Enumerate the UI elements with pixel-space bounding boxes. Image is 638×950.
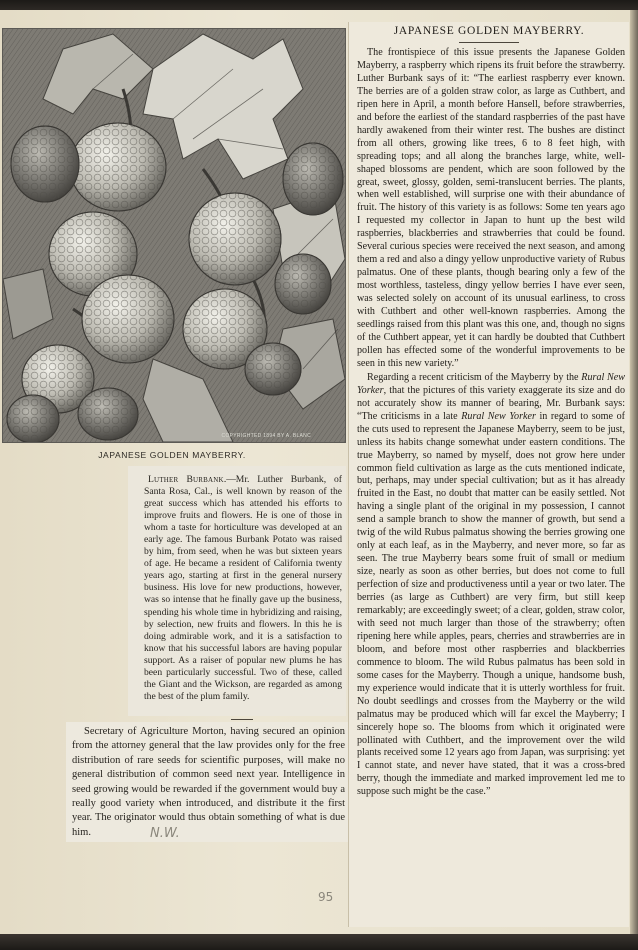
- album-binding-bottom: [0, 934, 638, 950]
- para2-text-a: Regarding a recent criticism of the Mayberry by the: [367, 371, 582, 383]
- raspberry-illustration: [3, 29, 345, 442]
- article-paragraph-2: [349, 372, 629, 799]
- title-rule: [459, 42, 519, 43]
- burbank-paragraph: [128, 466, 346, 703]
- publication-name: Rural New Yorker: [357, 371, 625, 396]
- engraving-copyright: COPYRIGHTED 1894 BY A. BLANC: [221, 433, 311, 439]
- burbank-clipping: [128, 466, 346, 716]
- article-column: [348, 22, 629, 927]
- article-paragraph-1: The frontispiece of this issue presents the Japanese Golden Mayberry, a raspberry which ripens its fruit before the strawberry. Luther Burbank says of it: “The earliest raspberry ever known. The berries are of a golden straw color, as large as Cuthbert, and ripen here in April, a month before Hansell, before strawberries, and before the earliest of the standard raspberries of the past have hardly awakened from their winter rest. The bushes are distinct from all others, growing like trees, 6 to 8 feet high, with spreading tops; and all along the branches large, white, well-shaped blossoms are pendent, which are soon followed by the great, sweet, glossy, golden, semi-translucent berries. The plants, when well established, will surprise one with their abundance of fruit. The history of this variety is as follows: Some ten years ago I requested my collector in Japan to hunt up the best wild raspberries, blackberries and strawberries that could be found. Several curious species were received the next season, and among them a red and also a dingy yellow unproductive variety of Rubus palmatus. One of these plants, though bearing only a few of the most worthless, tasteless, dingy yellow berries I have ever seen, was selected solely on account of its unusual earliness, to cross with Cuthbert and other well-known raspberries. Among the seedlings raised from this plant was this one, and, though no signs of the Cuthbert appear, yet it can hardly be doubted that Cuthbert pollen has effected some of the wonderful improvements to be seen in this new variety.”: [357, 47, 625, 369]
- page-number: 95: [318, 890, 334, 904]
- page-edge: [630, 10, 638, 935]
- clipping-divider: [231, 719, 253, 720]
- figure-caption: JAPANESE GOLDEN MAYBERRY.: [98, 450, 246, 460]
- para2-text-b: , that the pictures of this variety exaggerate its size and do not accurately show its manner of bearing, Mr. Burbank says: “The criticisms in a late: [357, 384, 625, 422]
- publication-name: Rural New Yorker: [461, 410, 536, 422]
- morton-clipping: [66, 722, 348, 842]
- burbank-text: .—Mr. Luther Burbank, of Santa Rosa, Cal., is well known by reason of the great success which has attended his efforts to improve fruits and flowers. He is one of those in whom a taste for horticulture was developed at an early age. The famous Burbank Potato was raised by him, from seed, when he was but sixteen years of age. He became a resident of California twenty years ago, starting at first in the general nursery business. His love for new productions, however, was so intense that he finally gave up the business, spending his whole time in hybridizing and raising, by selection, new fruits and flowers. In this he is doing admirable work, and it is a satisfaction to know that his successful labors are having popular support. As a raiser of popular new plums he has been particularly successful. Two of these, called the Giant and the Wickson, are regarded as among the best of the plum family.: [144, 474, 342, 702]
- pencil-initials: N.W.: [150, 826, 180, 841]
- burbank-name: Luther Burbank: [148, 474, 224, 485]
- article-title: JAPANESE GOLDEN MAYBERRY.: [393, 25, 585, 37]
- frontispiece-engraving: [2, 28, 346, 443]
- morton-paragraph: Secretary of Agriculture Morton, having secured an opinion from the attorney general that the law provides only for the free distribution of rare seeds for scientific purposes, will make no general distribution of common seed next year. Intelligence in seed growing would be rewarded if the government would buy a really good variety when introduced, and distribute it the first year. The originator would thus obtain something of what is due him.: [72, 726, 345, 838]
- para2-text-c: in regard to some of the cuts used to represent the Japanese Mayberry, seem to be just, unless its habits change somewhat under eastern conditions. The true Mayberry, so named by myself, does not grow here under common field cultivation as large as the cuts mentioned indicate, but, perhaps, may under special cultivation; but as it has already fruited in the East, no doubt that matter can be easily settled. Not having a single plant of the original in my possession, I cannot send a sample branch to show the manner of growth, but send a twig of the wild Rubus palmatus showing the berries growing one only at each leaf, as in the Mayberry, and never more, so far as seen. The true Mayberry bears some fruit of small or medium size, nearly as soon as other berries, but does not come to full perfection of size and productiveness until a year or two later. The berries (as large as Cuthbert) are very firm, but still keep remarkably; are exceedingly sweet; of a clear, golden, straw color, with seed not much larger than those of the strawberry; often ripening here while apples, pears, cherries and strawberries are in bloom, and before most other raspberries and blackberries commence to bloom. The wild Rubus palmatus has been sold in some cases for the Mayberry. Though a unique, handsome bush, my experience would indicate that it is utterly worthless for fruit. No doubt seedlings and crosses from the Mayberry or the wild palmatus may be produced which will far excel the Mayberry; I sincerely hope so. The blooms from which it originated were pollinated with Cuthbert, and the improvement over the wild plants received some 12 years ago from Japan, was surprising: yet I cannot state, and never have stated, that it was a cross-bred berry, though the immediate and marked improvement led me to suppose such might be the case.”: [357, 410, 625, 798]
